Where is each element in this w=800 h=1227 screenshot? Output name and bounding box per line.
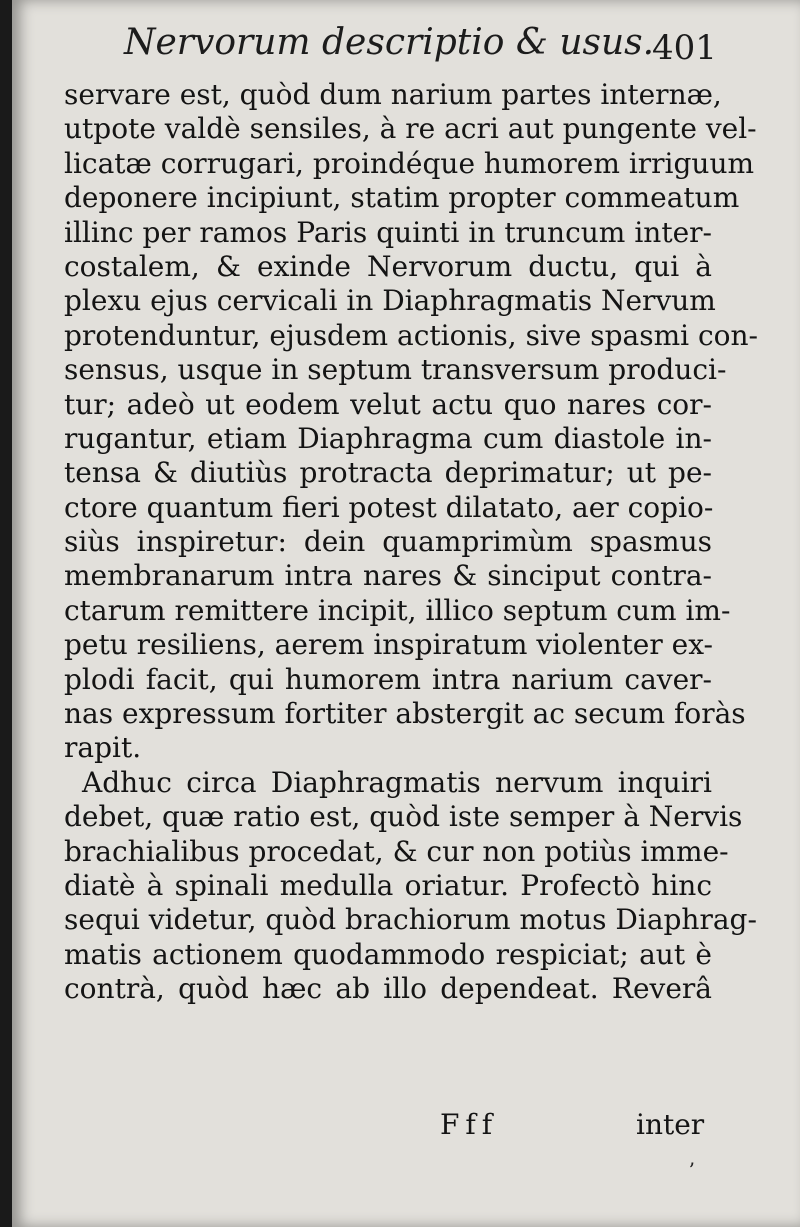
text-line: debet, quæ ratio est, quòd iste semper à Nervis	[64, 800, 743, 834]
text-line: diatè à spinali medulla oriatur. Profectò hinc	[64, 868, 712, 902]
catchword: inter	[636, 1108, 705, 1141]
text-line: costalem, & exinde Nervorum ductu, qui à	[64, 249, 712, 283]
page-number: 401	[652, 28, 717, 68]
text-line: siùs inspiretur: dein quamprimùm spasmus	[64, 525, 712, 559]
text-line: ctarum remittere incipit, illico septum cum im-	[64, 593, 731, 627]
text-line: contrà, quòd hæc ab illo dependeat. Reverâ	[64, 972, 712, 1006]
text-line: licatæ corrugari, proindéque humorem irriguum	[64, 146, 755, 180]
body-text	[64, 78, 759, 1007]
book-page	[12, 0, 800, 1227]
text-line: protenduntur, ejusdem actionis, sive spasmi con-	[64, 318, 759, 352]
text-line: nas expressum fortiter abstergit ac secum foràs	[64, 697, 746, 731]
text-line: tur; adeò ut eodem velut actu quo nares cor-	[64, 387, 712, 421]
text-line: sequi videtur, quòd brachiorum motus Diaphrag-	[64, 903, 757, 937]
running-title: Nervorum descriptio & usus.	[124, 22, 655, 63]
text-line: tensa & diutiùs protracta deprimatur; ut pe-	[64, 456, 712, 490]
text-line: matis actionem quodammodo respiciat; aut è	[64, 937, 712, 971]
text-line: illinc per ramos Paris quinti in truncum inter-	[64, 215, 712, 249]
text-line: membranarum intra nares & sinciput contra-	[64, 559, 712, 593]
paragraph-start-line: Adhuc circa Diaphragmatis nervum inquiri	[82, 765, 712, 799]
text-line: sensus, usque in septum transversum produci-	[64, 353, 727, 387]
text-line: servare est, quòd dum narium partes internæ,	[64, 78, 722, 111]
text-line: brachialibus procedat, & cur non potiùs imme-	[64, 834, 729, 868]
text-line: rugantur, etiam Diaphragma cum diastole in-	[64, 421, 712, 455]
ink-speck: ʼ	[688, 1158, 695, 1182]
text-line: ctore quantum fieri potest dilatato, aer copio-	[64, 490, 714, 524]
text-line: plexu ejus cervicali in Diaphragmatis Nervum	[64, 284, 716, 318]
page-header	[12, 18, 800, 78]
signature-mark: Fff	[440, 1108, 499, 1141]
text-line: plodi facit, qui humorem intra narium caver-	[64, 662, 712, 696]
text-line: petu resiliens, aerem inspiratum violenter ex-	[64, 628, 713, 662]
text-line: deponere incipiunt, statim propter commeatum	[64, 181, 740, 215]
text-line: utpote valdè sensiles, à re acri aut pungente vel-	[64, 112, 757, 146]
text-line: rapit.	[64, 731, 142, 765]
